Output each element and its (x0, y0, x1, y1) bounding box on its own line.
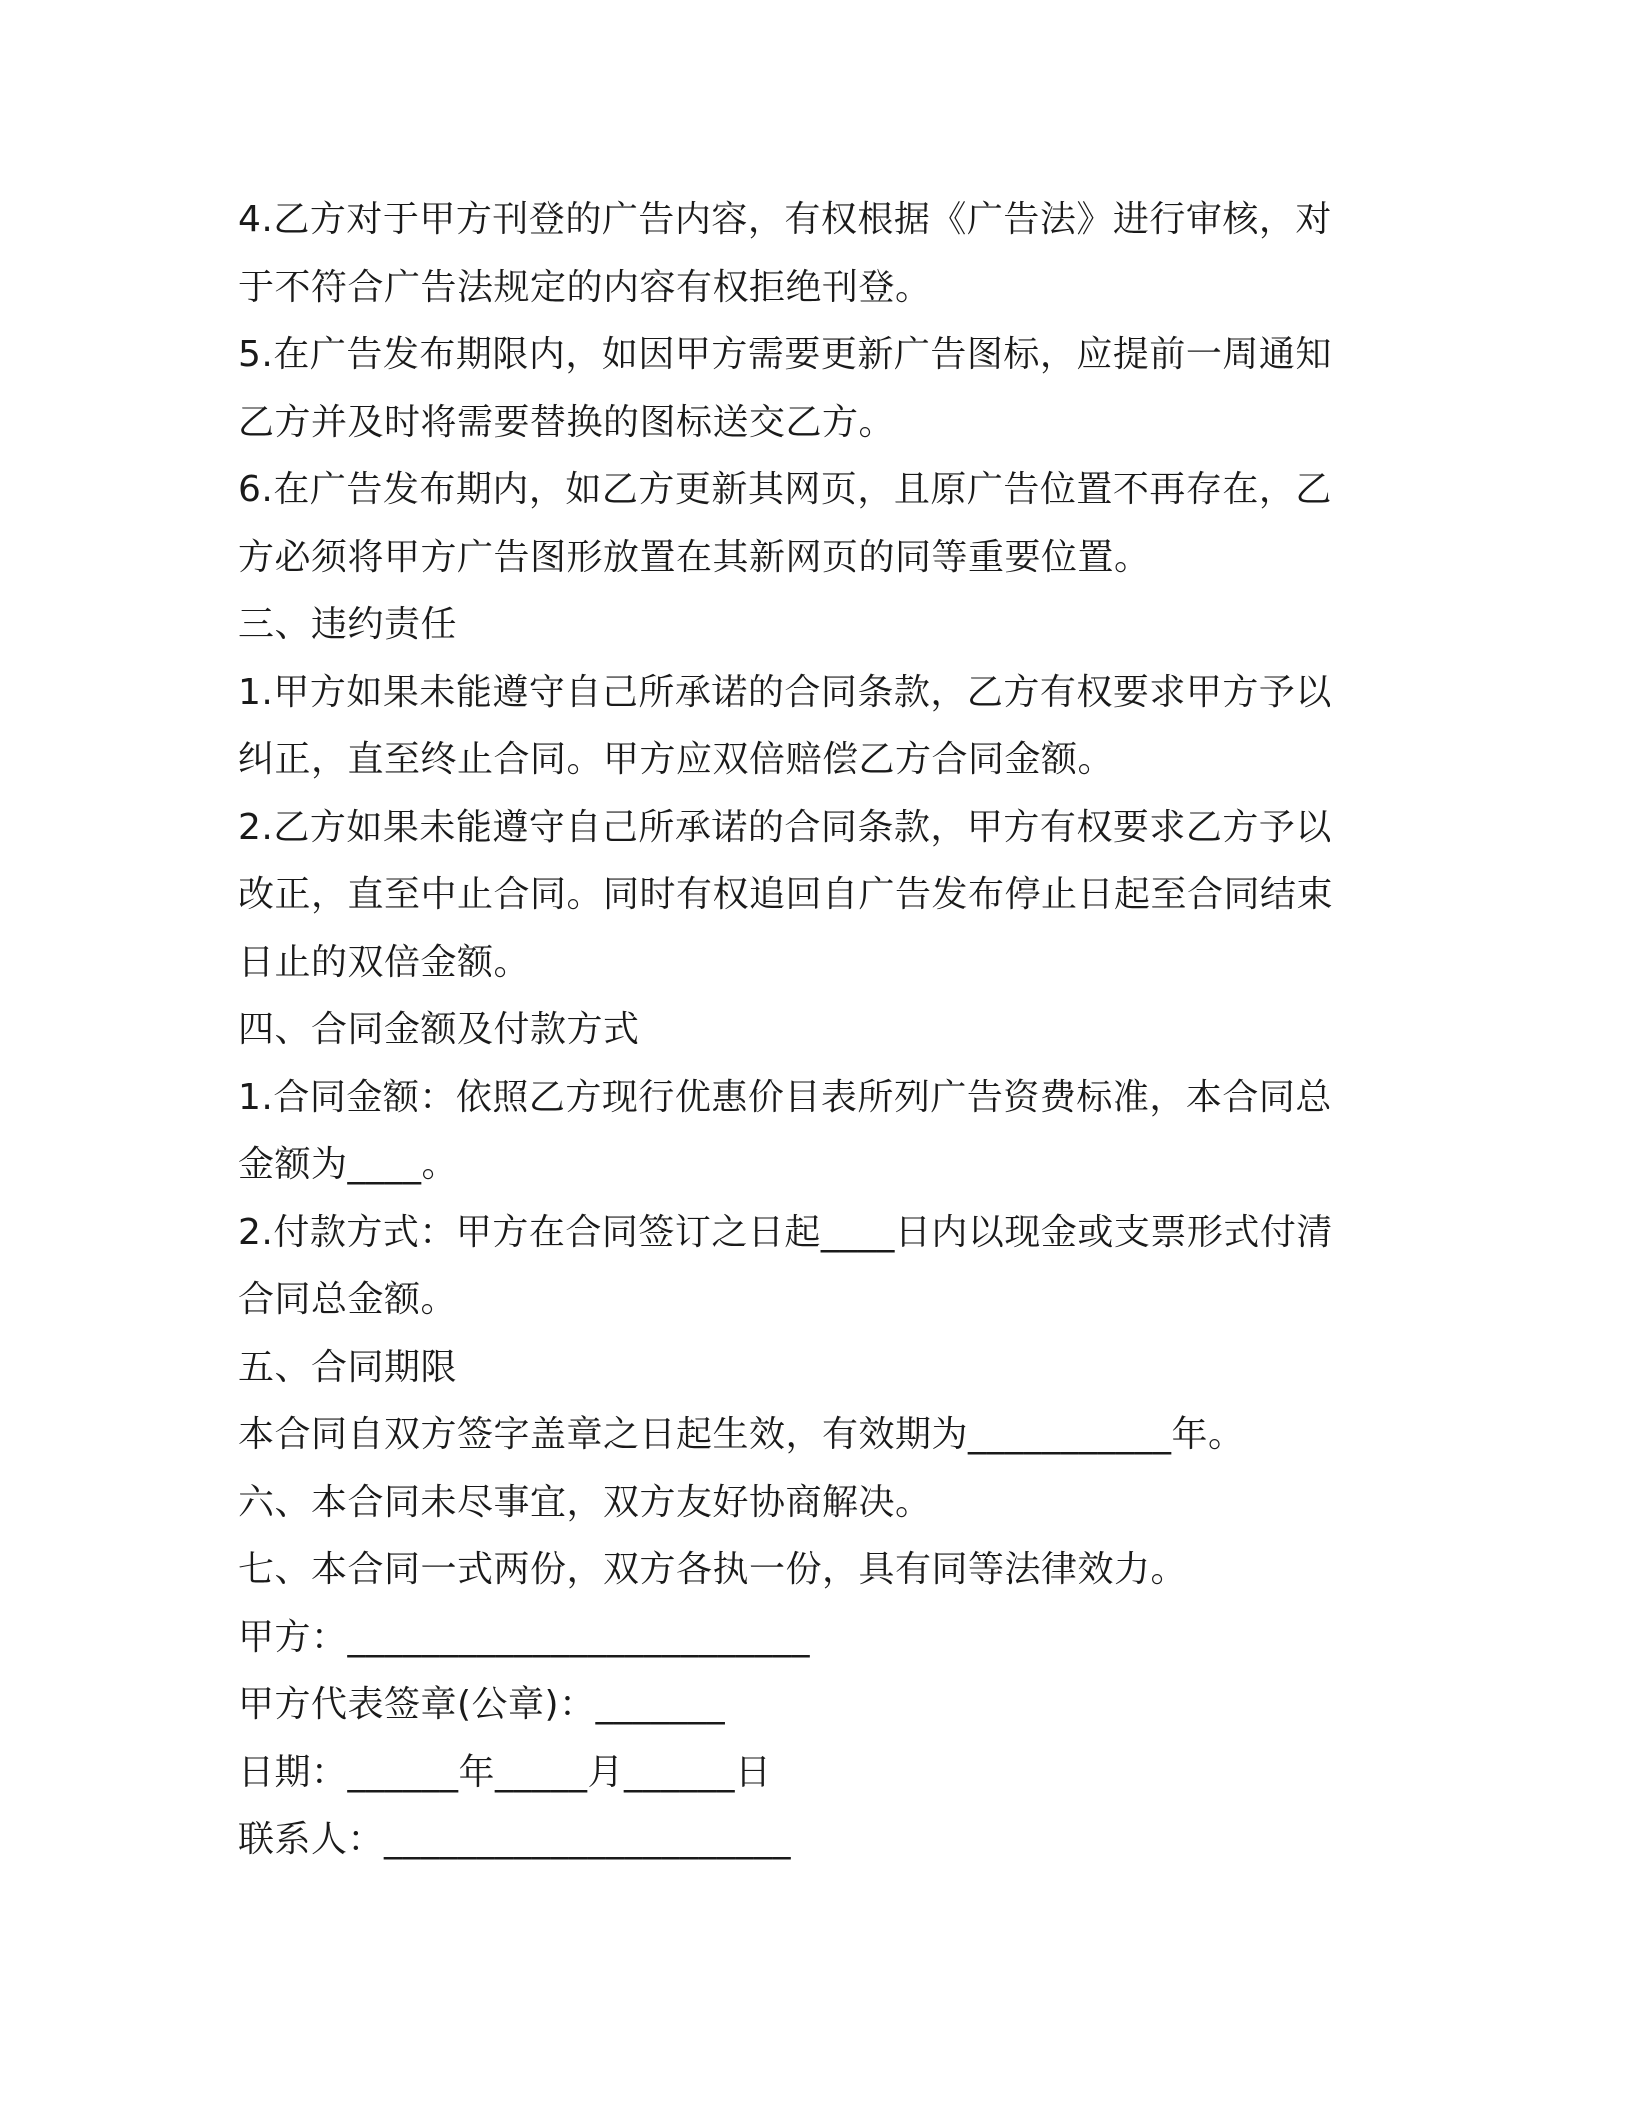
clause-line: 七、本合同一式两份，双方各执一份，具有同等法律效力。 (238, 1549, 1188, 1590)
clause-line: 5.在广告发布期限内，如因甲方需要更新广告图标，应提前一周通知 (238, 334, 1332, 375)
clause-line: 1.合同金额：依照乙方现行优惠价目表所列广告资费标准，本合同总 (238, 1076, 1332, 1118)
section-heading-payment: 四、合同金额及付款方式 (238, 1009, 640, 1050)
clause-line: 2.乙方如果未能遵守自己所承诺的合同条款，甲方有权要求乙方予以 (238, 806, 1332, 848)
signature-party-a-representative: 甲方代表签章(公章)：_______ (238, 1684, 726, 1725)
clause-line: 方必须将甲方广告图形放置在其新网页的同等重要位置。 (238, 536, 1151, 578)
contract-body (238, 186, 1378, 1874)
clause-line: 4.乙方对于甲方刊登的广告内容，有权根据《广告法》进行审核，对 (238, 199, 1332, 240)
clause-line: 2.付款方式：甲方在合同签订之日起____日内以现金或支票形式付清 (238, 1211, 1333, 1253)
section-heading-term: 五、合同期限 (238, 1346, 458, 1388)
signature-party-a: 甲方：_________________________ (238, 1616, 811, 1658)
clause-line: 六、本合同未尽事宜，双方友好协商解决。 (238, 1481, 932, 1523)
clause-line: 6.在广告发布期内，如乙方更新其网页，且原广告位置不再存在，乙 (238, 469, 1332, 510)
clause-line: 日止的双倍金额。 (238, 941, 531, 983)
signature-date: 日期：______年_____月______日 (238, 1751, 772, 1793)
signature-contact: 联系人：______________________ (238, 1819, 792, 1860)
clause-line: 于不符合广告法规定的内容有权拒绝刊登。 (238, 266, 932, 308)
clause-line: 合同总金额。 (238, 1279, 458, 1320)
clause-line: 纠正，直至终止合同。甲方应双倍赔偿乙方合同金额。 (238, 739, 1115, 780)
section-heading-breach: 三、违约责任 (238, 604, 458, 645)
clause-line: 本合同自双方签字盖章之日起生效，有效期为___________年。 (238, 1414, 1245, 1455)
clause-line: 1.甲方如果未能遵守自己所承诺的合同条款，乙方有权要求甲方予以 (238, 671, 1332, 713)
clause-line: 金额为____。 (238, 1144, 459, 1185)
clause-line: 改正，直至中止合同。同时有权追回自广告发布停止日起至合同结束 (238, 874, 1334, 915)
clause-line: 乙方并及时将需要替换的图标送交乙方。 (238, 401, 896, 443)
